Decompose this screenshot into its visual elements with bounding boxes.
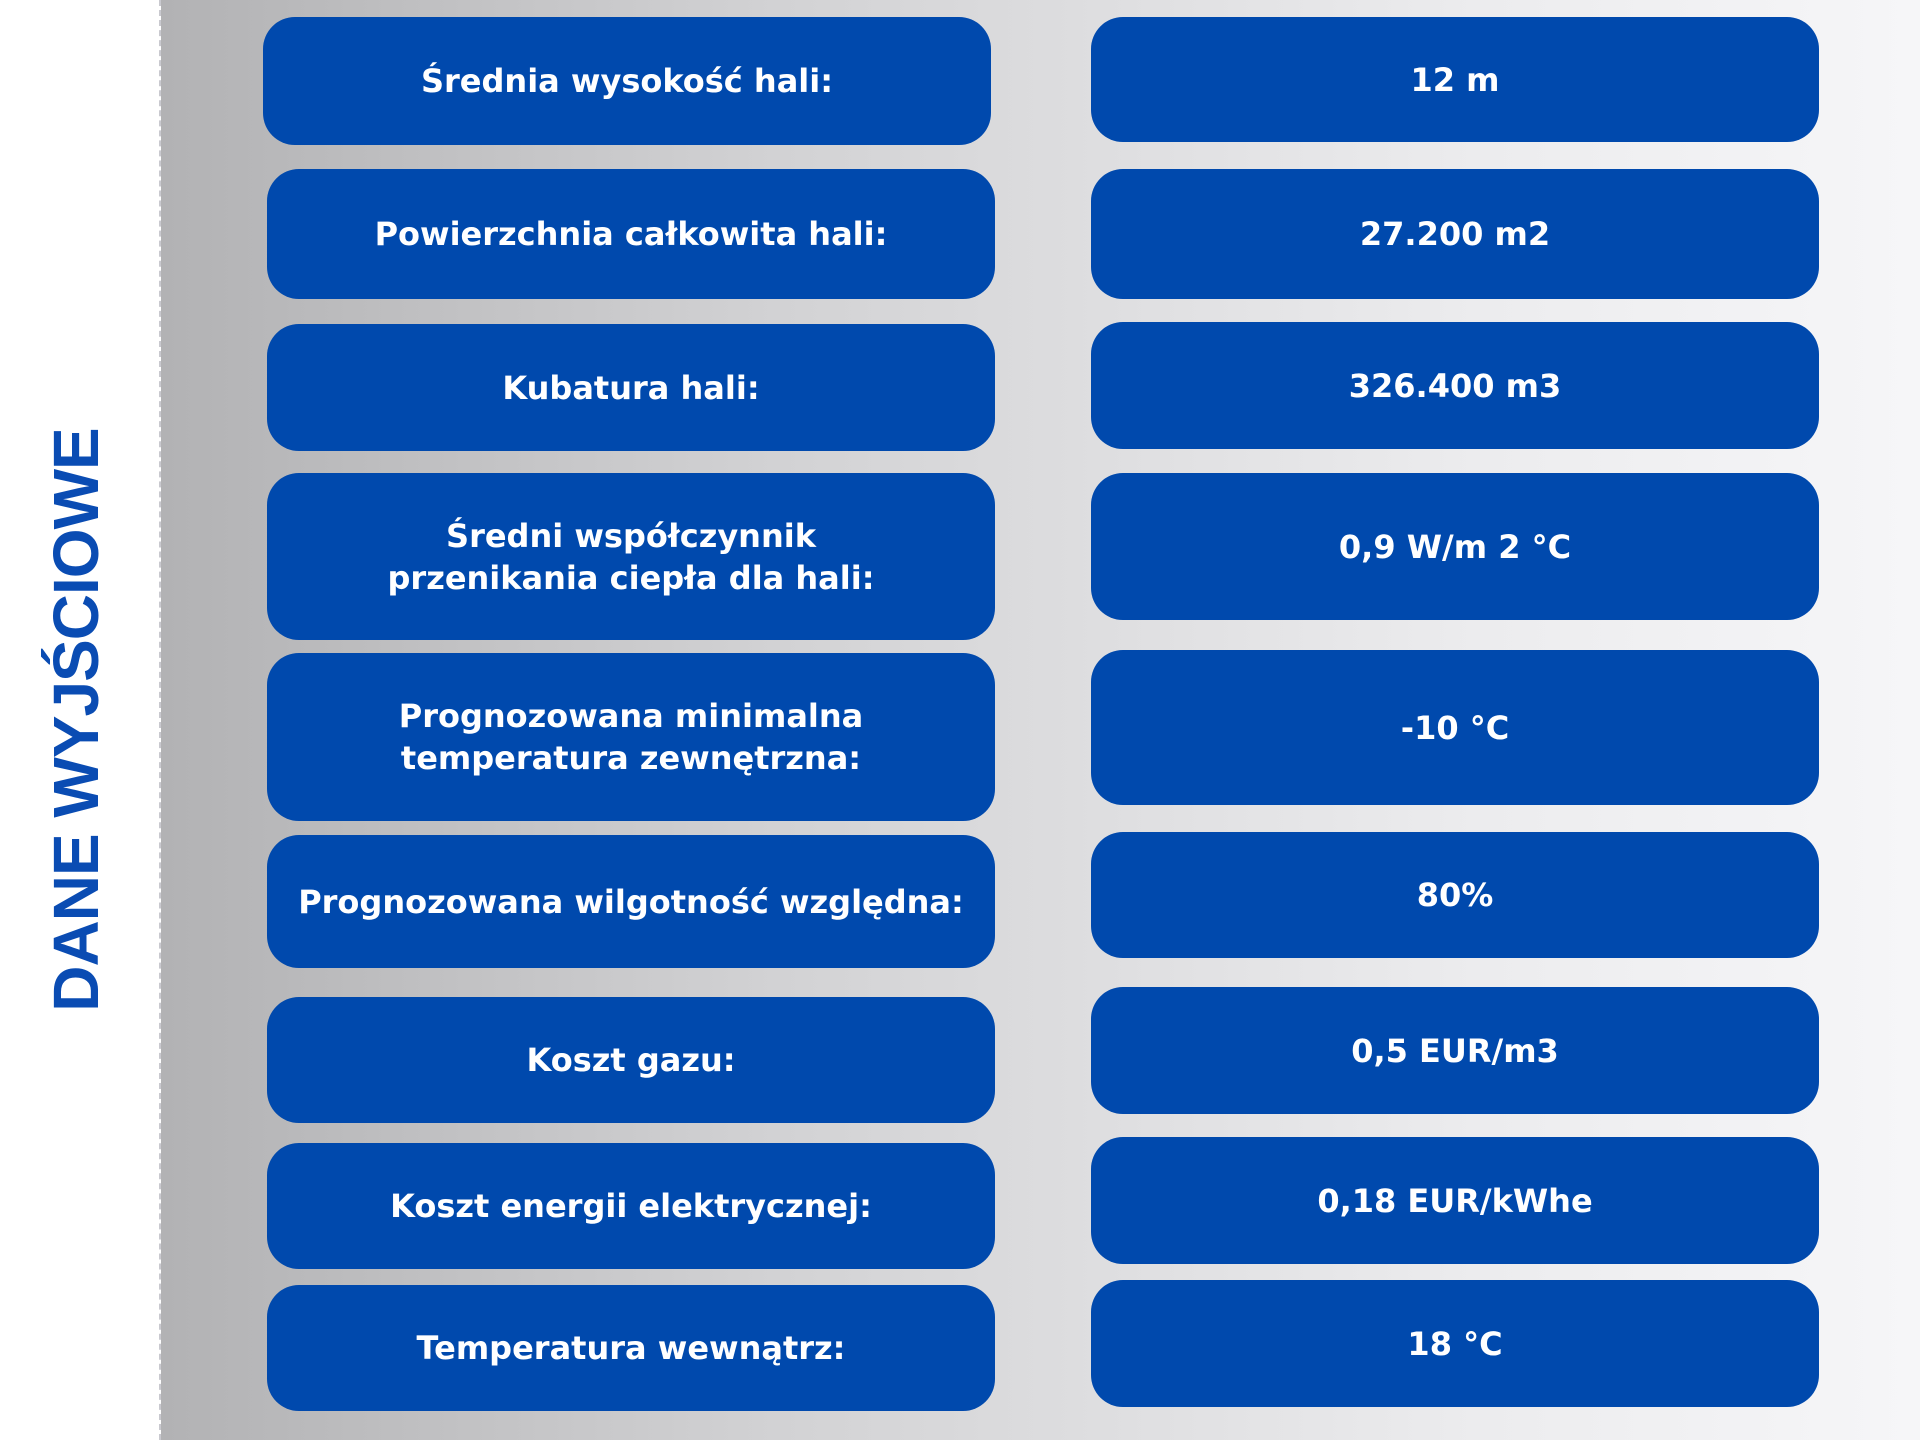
value-wilgotnosc: 80%	[1091, 832, 1819, 958]
value-wspolczynnik: 0,9 W/m 2 °C	[1091, 473, 1819, 620]
label-kubatura: Kubatura hali:	[267, 324, 995, 451]
side-panel	[0, 0, 160, 1440]
label-koszt-energii: Koszt energii elektrycznej:	[267, 1143, 995, 1269]
label-wspolczynnik: Średni współczynnik przenikania ciepła dla hali:	[267, 473, 995, 640]
value-temperatura-wewnatrz: 18 °C	[1091, 1280, 1819, 1407]
value-powierzchnia: 27.200 m2	[1091, 169, 1819, 299]
label-temperatura-zewnetrzna: Prognozowana minimalna temperatura zewnętrzna:	[267, 653, 995, 821]
label-srednia-wysokosc: Średnia wysokość hali:	[263, 17, 991, 145]
value-temperatura-zewnetrzna: -10 °C	[1091, 650, 1819, 805]
value-kubatura: 326.400 m3	[1091, 322, 1819, 449]
value-srednia-wysokosc: 12 m	[1091, 17, 1819, 142]
label-wilgotnosc: Prognozowana wilgotność względna:	[267, 835, 995, 968]
side-title: DANE WYJŚCIOWE	[40, 428, 112, 1012]
label-powierzchnia: Powierzchnia całkowita hali:	[267, 169, 995, 299]
value-koszt-energii: 0,18 EUR/kWhe	[1091, 1137, 1819, 1264]
value-koszt-gazu: 0,5 EUR/m3	[1091, 987, 1819, 1114]
label-koszt-gazu: Koszt gazu:	[267, 997, 995, 1123]
label-temperatura-wewnatrz: Temperatura wewnątrz:	[267, 1285, 995, 1411]
